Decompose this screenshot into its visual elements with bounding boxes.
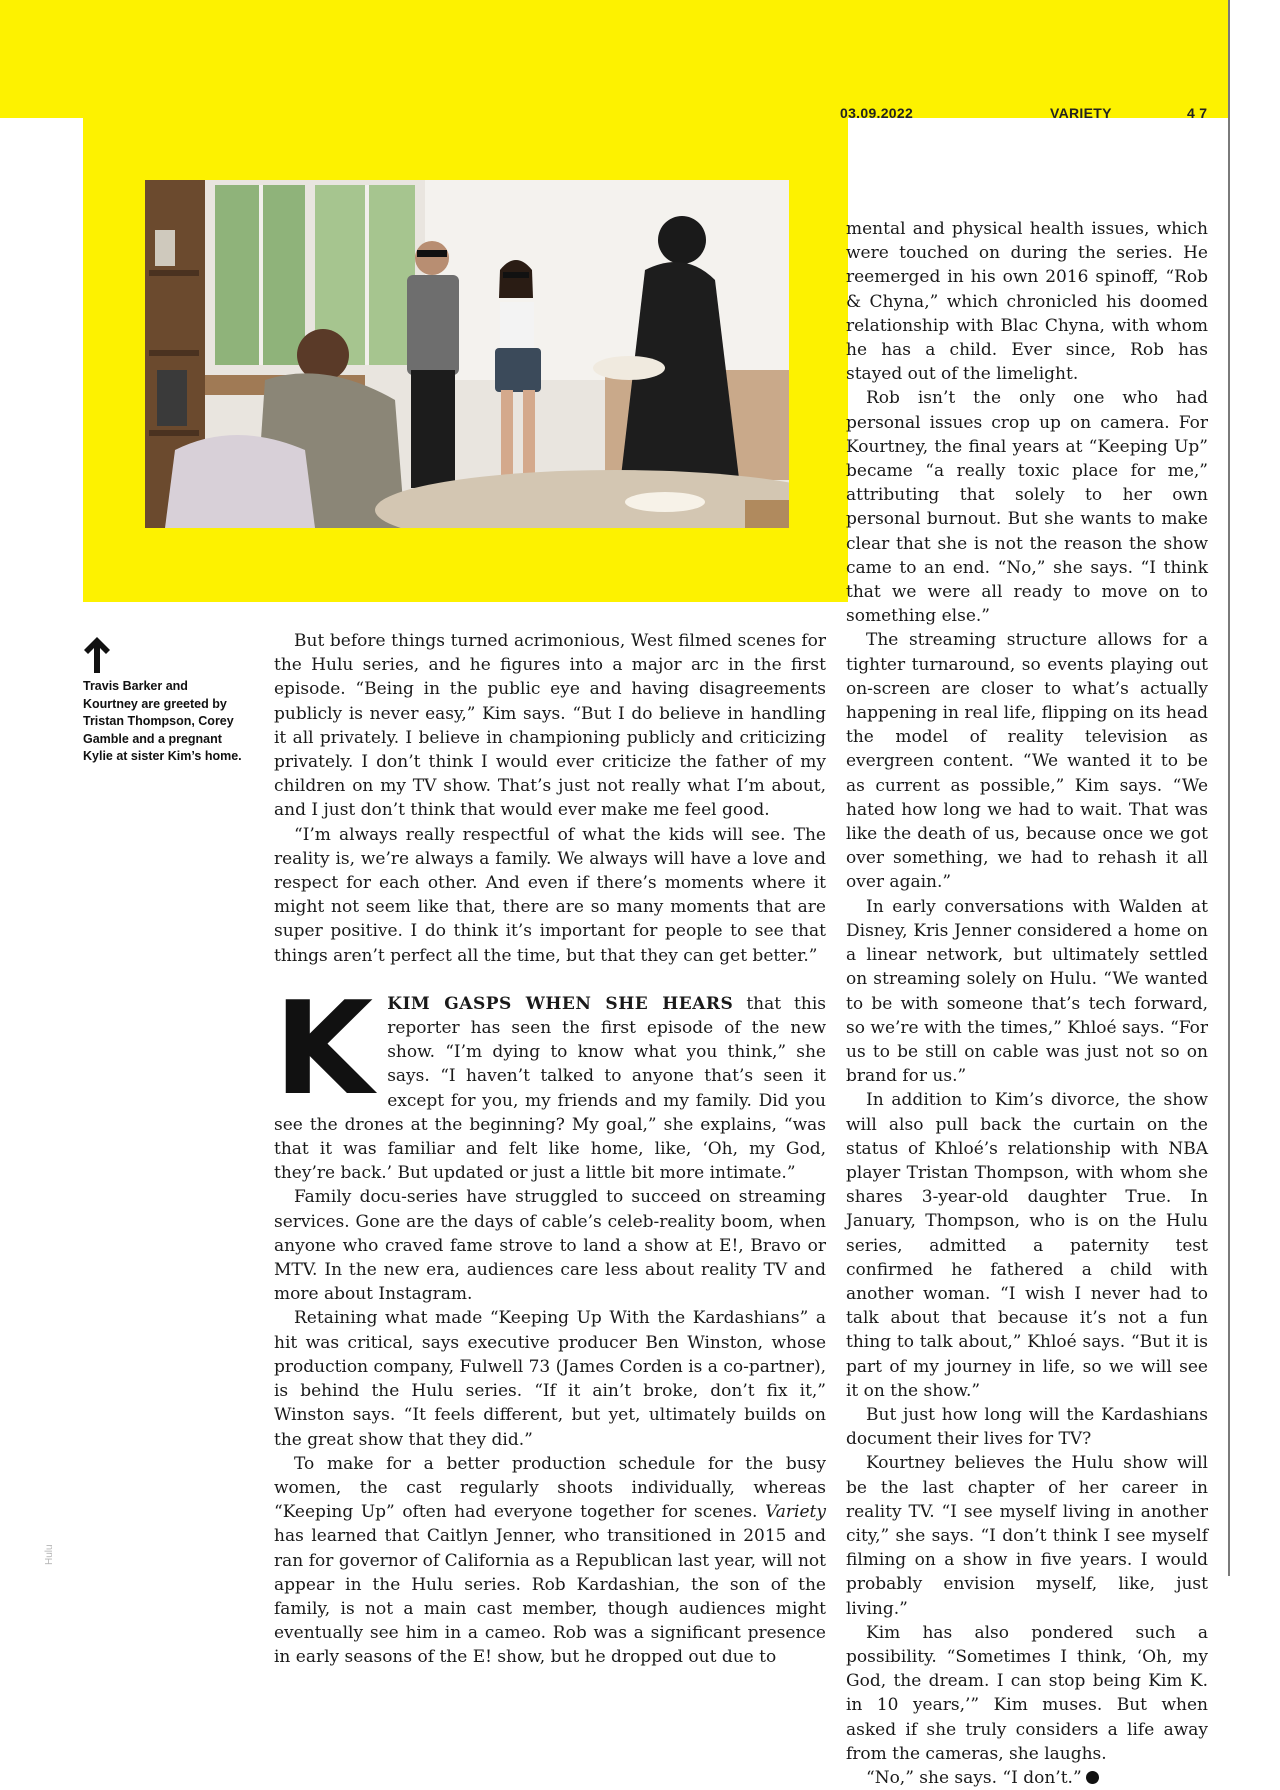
paragraph-text: that this reporter has seen the first episode of the new show. “I’m dying to know what you think,” she says. “I haven’t talked to anyone that’s seen it except for you, my friends and my family. Did you see the drones at the beginning? My goal,” she explains, “was that it was familiar and felt like home, like, ‘Oh, my God, they’re back.’ But updated or just a little bit more intimate.” — [274, 993, 827, 1184]
paragraph-text: “No,” she says. “I don’t.” — [866, 1768, 1082, 1788]
article-column-1 — [274, 629, 826, 1670]
paragraph: Rob isn’t the only one who had personal issues crop up on camera. For Kourtney, the final years at “Keeping Up” became “a really toxic place for me,” attributing that solely to her own personal burnout. But she wants to make clear that she is not the reason the show came to an end. “No,” she says. “I think that we were all ready to move on to something else.” — [846, 388, 1208, 627]
article-photo — [145, 180, 789, 528]
paragraph: In early conversations with Walden at Disney, Kris Jenner considered a home on a linear network, but ultimately settled on streaming solely on Hulu. “We wanted to be with someone that’s tech forward, so we’re with the times,” Khloé says. “For us to be still on cable was just not so on brand for us.” — [846, 896, 1208, 1087]
yellow-header-band — [0, 0, 1228, 118]
end-mark-icon — [1086, 1771, 1099, 1784]
paragraph: Retaining what made “Keeping Up With the Kardashians” a hit was critical, says executive producer Ben Winston, whose production company, Fulwell 73 (James Corden is a co-partner), is behind the Hulu series. “If it ain’t broke, don’t fix it,” Winston says. “It feels different, but yet, ultimately builds on the great show that they did.” — [274, 1308, 826, 1450]
issue-date: 03.09.2022 — [840, 105, 914, 121]
paragraph: mental and physical health issues, which were touched on during the series. He reemerged in his own 2016 spinoff, “Rob & Chyna,” which chronicled his doomed relationship with Blac Chyna, with whom he has a child. Ever since, Rob has stayed out of the limelight. — [846, 219, 1208, 385]
dropcap-letter: K — [274, 974, 374, 1124]
paragraph: Kim has also pondered such a possibility. “Sometimes I think, ‘Oh, my God, the dream. I can stop being Kim K. in 10 years,’” Kim muses. But when asked if she truly considers a life away from the cameras, she laughs. — [846, 1622, 1208, 1764]
paragraph: “I’m always really respectful of what the kids will see. The reality is, we’re always a family. We always will have a love and respect for each other. And even if there’s moments where it might not seem like that, there are so many moments that are super positive. I do think it’s important for people to see that things aren’t perfect all the time, but that they can get better.” — [274, 824, 826, 966]
page-edge-rule — [1228, 0, 1230, 1576]
paragraph: Family docu-series have struggled to succeed on streaming services. Gone are the days of cable’s celeb-reality boom, when anyone who craved fame strove to land a show at E!, Bravo or MTV. In the new era, audiences care less about reality TV and more about Instagram. — [274, 1187, 826, 1305]
publication-name: Variety — [765, 1502, 826, 1523]
paragraph: But just how long will the Kardashians document their lives for TV? — [846, 1404, 1208, 1450]
paragraph: Kourtney believes the Hulu show will be the last chapter of her career in reality TV. “I see myself living in another city,” she says. “I don’t think I see myself filming on a show in five years. I would probably envision myself, like, just living.” — [846, 1453, 1208, 1619]
photo-credit: Hulu — [44, 1544, 55, 1565]
article-column-2 — [846, 217, 1208, 1790]
page-number: 4 7 — [1187, 105, 1208, 121]
magazine-name: VARIETY — [1050, 105, 1112, 121]
paragraph: The streaming structure allows for a tighter turnaround, so events playing out on-screen are closer to what’s actually happening in real life, flipping on its head the model of reality television as evergreen content. “We wanted it to be as current as possible,” Kim says. “We hated how long we had to wait. That was like the death of us, because once we got over something, we had to rehash it all over again.” — [846, 630, 1208, 893]
paragraph — [274, 1452, 826, 1670]
paragraph-text: has learned that Caitlyn Jenner, who transitioned in 2015 and ran for governor of California as a Republican last year, will not appear in the Hulu series. Rob Kardashian, the son of the family, is not a main cast member, though audiences might eventually see him in a cameo. Rob was a significant presence in early seasons of the E! show, but he dropped out due to — [274, 1526, 826, 1668]
photo-caption: Travis Barker and Kourtney are greeted by Tristan Thompson, Corey Gamble and a pregnant Kylie at sister Kim’s home. — [83, 679, 242, 763]
paragraph: In addition to Kim’s divorce, the show will also pull back the curtain on the status of Khloé’s relationship with NBA player Tristan Thompson, with whom she shares 3-year-old daughter True. In January, Thompson, who is on the Hulu series, admitted a paternity test confirmed he fathered a child with another woman. “I wish I never had to talk about that because it’s not a fun thing to talk about,” Khloé says. “But it is part of my journey in life, so we will see it on the show.” — [846, 1090, 1208, 1401]
paragraph: But before things turned acrimonious, West filmed scenes for the Hulu series, and he figures into a major arc in the first episode. “Being in the public eye and having disagreements publicly is never easy,” Kim says. “But I do believe in handling it all privately. I believe in championing publicly and criticizing privately. I don’t think I would ever criticize the father of my children on my TV show. That’s just not really what I’m about, and I just don’t think that would ever make me feel good. — [274, 631, 826, 821]
section-lead-in: KIM GASPS WHEN SHE HEARS — [387, 993, 734, 1014]
up-arrow-icon — [82, 635, 112, 673]
dropcap-paragraph — [274, 974, 827, 1186]
final-paragraph — [846, 1766, 1208, 1790]
paragraph-text: To make for a better production schedule for the busy women, the cast regularly shoots individually, whereas “Keeping Up” often had everyone together for scenes. — [274, 1453, 826, 1523]
